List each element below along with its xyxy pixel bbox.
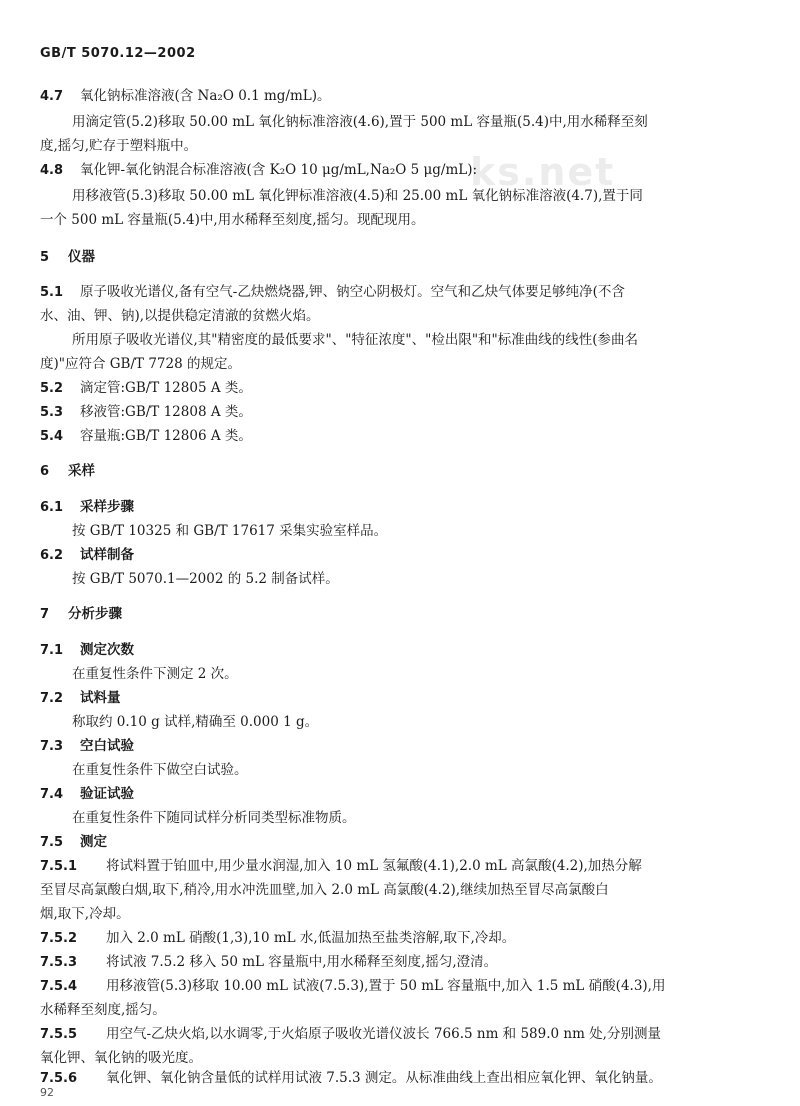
clause-text: 氧化钾-氧化钠混合标准溶液(含 K₂O 10 μg/mL,Na₂O 5 μg/mL): xyxy=(80,162,478,178)
section-7-heading xyxy=(40,604,765,625)
clause-7-5-title xyxy=(40,832,765,853)
clause-title: 测定次数 xyxy=(80,642,134,658)
clause-title: 试料量 xyxy=(80,690,121,706)
clause-number: 7.5.2 xyxy=(40,931,78,946)
clause-4-7-title xyxy=(40,86,765,107)
clause-5-1-body-2: 水、油、钾、钠),以提供稳定清澈的贫燃火焰。 xyxy=(40,308,320,324)
clause-7-5-6-body-1 xyxy=(40,1068,765,1089)
clause-7-5-4-body-1 xyxy=(40,976,765,997)
clause-number: 7.5.3 xyxy=(40,955,78,970)
clause-7-2-body: 称取约 0.10 g 试样,精确至 0.000 1 g。 xyxy=(72,714,319,730)
clause-5-2 xyxy=(40,378,765,399)
clause-text: 用移液管(5.3)移取 10.00 mL 试液(7.5.3),置于 50 mL 容量瓶中,加入 1.5 mL 硝酸(4.3),用 xyxy=(106,978,666,994)
clause-title: 试样制备 xyxy=(80,547,134,563)
clause-7-5-1-body-1 xyxy=(40,856,765,877)
clause-4-8-body-2: 一个 500 mL 容量瓶(5.4)中,用水稀释至刻度,摇匀。现配现用。 xyxy=(40,212,425,228)
clause-title: 测定 xyxy=(80,834,107,850)
clause-number: 7.5.1 xyxy=(40,859,78,874)
clause-7-2-title xyxy=(40,688,765,709)
clause-number: 7.2 xyxy=(40,691,64,706)
clause-number: 7.1 xyxy=(40,643,64,658)
clause-6-1-title xyxy=(40,497,765,518)
clause-number: 4.8 xyxy=(40,163,64,178)
clause-4-8-body-1: 用移液管(5.3)移取 50.00 mL 氧化钾标准溶液(4.5)和 25.00 mL 氧化钠标准溶液(4.7),置于同 xyxy=(72,188,643,204)
clause-7-5-5-body-1 xyxy=(40,1024,765,1045)
clause-text: 氧化钾、氧化钠含量低的试样用试液 7.5.3 测定。从标准曲线上查出相应氧化钾、氧化钠量。 xyxy=(106,1070,662,1086)
clause-5-3 xyxy=(40,402,765,423)
clause-text: 氧化钠标准溶液(含 Na₂O 0.1 mg/mL)。 xyxy=(80,88,331,104)
clause-6-2-title xyxy=(40,545,765,566)
clause-text: 滴定管:GB/T 12805 A 类。 xyxy=(80,380,252,396)
clause-4-7-body-1: 用滴定管(5.2)移取 50.00 mL 氧化钠标准溶液(4.6),置于 500 mL 容量瓶(5.4)中,用水稀释至刻 xyxy=(72,114,648,130)
section-5-heading xyxy=(40,247,765,268)
clause-5-1-body-1 xyxy=(40,282,765,303)
clause-number: 7.5.4 xyxy=(40,979,78,994)
section-number: 5 xyxy=(40,250,50,265)
clause-number: 7.5.5 xyxy=(40,1027,78,1042)
section-title: 仪器 xyxy=(68,249,95,265)
standard-code-header: GB/T 5070.12—2002 xyxy=(40,46,196,61)
section-number: 6 xyxy=(40,464,50,479)
clause-7-5-3 xyxy=(40,952,765,973)
clause-number: 5.1 xyxy=(40,285,64,300)
clause-text: 用空气-乙炔火焰,以水调零,于火焰原子吸收光谱仪波长 766.5 nm 和 589.0 nm 处,分别测量 xyxy=(106,1026,661,1042)
clause-text: 原子吸收光谱仪,备有空气-乙炔燃烧器,钾、钠空心阴极灯。空气和乙炔气体要足够纯净(不含 xyxy=(80,284,625,300)
clause-7-5-1-body-3: 烟,取下,冷却。 xyxy=(40,906,130,922)
section-title: 分析步骤 xyxy=(68,606,122,622)
clause-7-5-5-body-2: 氧化钾、氧化钠的吸光度。 xyxy=(40,1050,202,1066)
clause-number: 6.2 xyxy=(40,548,64,563)
clause-title: 采样步骤 xyxy=(80,499,134,515)
clause-7-5-1-body-2: 至冒尽高氯酸白烟,取下,稍冷,用水冲洗皿壁,加入 2.0 mL 高氯酸(4.2),继续加热至冒尽高氯酸白 xyxy=(40,882,609,898)
clause-5-4 xyxy=(40,426,765,447)
clause-number: 7.5 xyxy=(40,835,64,850)
clause-number: 7.3 xyxy=(40,739,64,754)
clause-5-1-body-4: 度)"应符合 GB/T 7728 的规定。 xyxy=(40,356,241,372)
clause-text: 加入 2.0 mL 硝酸(1,3),10 mL 水,低温加热至盐类溶解,取下,冷却。 xyxy=(106,930,516,946)
clause-number: 4.7 xyxy=(40,89,64,104)
clause-number: 5.2 xyxy=(40,381,64,396)
clause-4-7-body-2: 度,摇匀,贮存于塑料瓶中。 xyxy=(40,138,198,154)
clause-number: 5.4 xyxy=(40,429,64,444)
clause-text: 将试料置于铂皿中,用少量水润湿,加入 10 mL 氢氟酸(4.1),2.0 mL 高氯酸(4.2),加热分解 xyxy=(106,858,642,874)
section-number: 7 xyxy=(40,607,50,622)
clause-7-4-title xyxy=(40,784,765,805)
section-title: 采样 xyxy=(68,463,95,479)
section-6-heading xyxy=(40,461,765,482)
clause-5-1-body-3: 所用原子吸收光谱仪,其"精密度的最低要求"、"特征浓度"、"检出限"和"标准曲线的线性(参曲名 xyxy=(72,332,639,348)
clause-7-5-4-body-2: 水稀释至刻度,摇匀。 xyxy=(40,1002,166,1018)
clause-number: 5.3 xyxy=(40,405,64,420)
clause-number: 7.5.6 xyxy=(40,1071,78,1086)
clause-6-2-body: 按 GB/T 5070.1—2002 的 5.2 制备试样。 xyxy=(72,571,339,587)
clause-number: 6.1 xyxy=(40,500,64,515)
clause-text: 容量瓶:GB/T 12806 A 类。 xyxy=(80,428,252,444)
clause-text: 将试液 7.5.2 移入 50 mL 容量瓶中,用水稀释至刻度,摇匀,澄清。 xyxy=(106,954,498,970)
clause-6-1-body: 按 GB/T 10325 和 GB/T 17617 采集实验室样品。 xyxy=(72,523,388,539)
clause-7-4-body: 在重复性条件下随同试样分析同类型标准物质。 xyxy=(72,810,356,826)
page-number: 92 xyxy=(40,1086,54,1099)
clause-4-8-title xyxy=(40,160,765,181)
clause-text: 移液管:GB/T 12808 A 类。 xyxy=(80,404,252,420)
clause-7-3-title xyxy=(40,736,765,757)
clause-title: 空白试验 xyxy=(80,738,134,754)
clause-title: 验证试验 xyxy=(80,786,134,802)
clause-7-1-body: 在重复性条件下测定 2 次。 xyxy=(72,666,238,682)
clause-7-3-body: 在重复性条件下做空白试验。 xyxy=(72,762,248,778)
clause-7-1-title xyxy=(40,640,765,661)
watermark: ks.net xyxy=(470,150,616,194)
clause-7-5-2 xyxy=(40,928,765,949)
clause-number: 7.4 xyxy=(40,787,64,802)
